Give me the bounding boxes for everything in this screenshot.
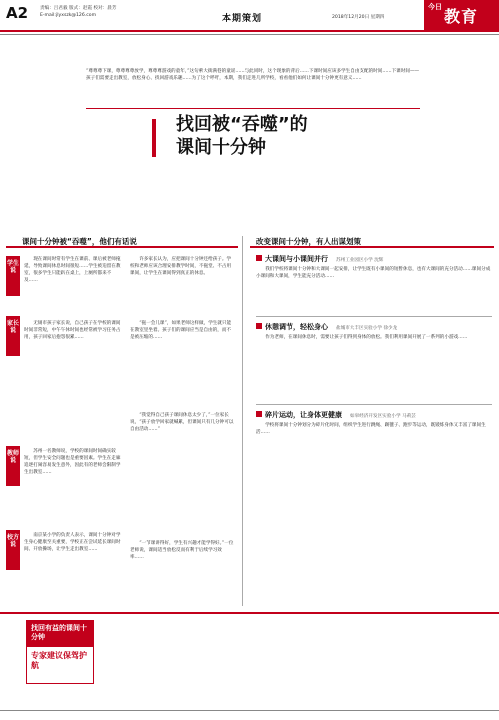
header-rule: [0, 30, 499, 32]
editor-credits: 责编：吕君毅 版式：赵霞 校对：晨芳: [40, 6, 117, 11]
header-rule-thin: [0, 34, 499, 35]
bottom-rule: [0, 612, 499, 614]
bottom-callout-subtitle: 专家建议保驾护航: [31, 651, 87, 671]
left-block-8: “一节课讲得好，学生有兴趣才能学得好。”一位老师说，课间适当放松反而有利于后续学习效率……: [130, 541, 234, 561]
bullet-icon: [256, 323, 262, 329]
headline-line-2: 课间十分钟: [176, 136, 266, 158]
brand-logo: [424, 0, 499, 30]
column-divider: [242, 236, 243, 606]
left-block-7: “我觉得自己孩子课间休息太少了，”一位家长说，“孩子放学回家就喊累，但课间只有几分钟可以自由活动……”: [130, 413, 234, 433]
left-block-2: 无锡市孩子家长说，自己孩子在学校的课间时间非常短，中午午休时间也经常被学习任务占用，孩子回家后抱怨很累……: [24, 321, 121, 341]
editor-email: E-mail:jlyxszk@126.com: [40, 13, 97, 19]
intro-rule: [86, 108, 420, 109]
left-block-6: “拖一会儿课”，如果老师这样做，学生就只能在教室里坐着。孩子们的课间应当是自由的，而不是被压缩的……: [130, 321, 232, 341]
subhead-2-title: 休憩调节，轻松身心: [265, 323, 328, 331]
bottom-callout-title: 找回有益的课间十分钟: [27, 621, 93, 647]
subhead-3-title: 碎片运动，让身体更健康: [265, 411, 342, 419]
bottom-callout: [26, 620, 94, 684]
subhead-1-author: 苏州工业园区小学 沈辉: [336, 258, 384, 263]
headline-accent: [152, 119, 156, 157]
tag-parents: 家长说: [6, 316, 20, 356]
right-divider-1: [256, 316, 492, 317]
left-block-4: 南京某小学的负责人表示，课间十分钟对学生身心健康至关重要，学校正在尝试延长课间时间、开放操场，让学生走出教室……: [24, 533, 121, 553]
brand-small-text: 今日: [428, 3, 442, 11]
intro-paragraph: “尊尊尊下课，尊尊尊尊放学，尊尊尊游戏的童年，”这句萦大街满巷的童谣……与此同时，这个现象的背后……下课时间应该多学生自由支配的时间……下课时间——孩子们需要走出教室，放松身心、找回游戏乐趣……为了这个呼吁，本期，我们走进几所学校，看看他们如何让课间十分钟更有意义……: [86, 69, 420, 82]
right-column-title: 改变课间十分钟，有人出谋划策: [256, 237, 361, 246]
page-header: [0, 0, 499, 42]
page-bottom-rule: [0, 710, 499, 711]
left-column-title: 课间十分钟被“吞噬”，他们有话说: [22, 237, 137, 246]
right-subhead-1: [256, 254, 383, 264]
right-block-2: 作为老师，在课间休息时，需要让孩子们得到身体的放松。我们利用课间开展了一系列的小游戏……: [265, 335, 468, 340]
tag-teachers: 教师说: [6, 446, 20, 486]
left-block-5: 许多家长认为，应把课间十分钟还给孩子。学校和老师应该合理安排教学时间，不拖堂、不占用课间，让学生在课间得到真正的休息。: [130, 257, 232, 277]
bullet-icon: [256, 255, 262, 261]
page-number: A2: [6, 4, 29, 22]
issue-date: 2018年12月20日 星期四: [332, 15, 385, 20]
right-subhead-2: [256, 322, 397, 332]
tag-students: 学生说: [6, 256, 20, 296]
headline: [176, 114, 316, 159]
editor-info: [40, 5, 116, 20]
right-subhead-3: [256, 410, 416, 420]
subhead-3-author: 如皋经济开发区实验小学 马莉芸: [350, 414, 416, 419]
right-title-bar: [250, 246, 494, 248]
right-block-3: 学校将课间十分钟划分为碎片化时间，组织学生进行跳绳、踢毽子、跑步等运动，既锻炼身体又丰富了课间生活……: [256, 423, 486, 436]
right-block-1: 我们学校将课间十分钟和大课间一起安排，让学生既有小课间的短暂休息，也有大课间的充分活动……课间分成小课间和大课间，学生能充分活动……: [256, 267, 491, 280]
section-title: 本期策划: [222, 14, 263, 24]
tag-school: 校方说: [6, 530, 20, 570]
subhead-2-author: 盐城市大丰区实验小学 徐少龙: [336, 326, 398, 331]
brand-title: 教育: [444, 7, 479, 26]
subhead-1-title: 大课间与小课间并行: [265, 255, 328, 263]
bullet-icon: [256, 411, 262, 417]
left-title-bar: [6, 246, 238, 248]
headline-line-1: 找回被“吞噬”的: [176, 114, 308, 135]
left-block-3: 苏州一名教师说，学校的课间时间确实较短，但学生安全问题也是重要因素。学生在走廊追逐打闹容易发生意外，因此有的老师会限制学生出教室……: [24, 449, 121, 476]
left-block-1: 现在课间时常有学生在课前、课后被老师拖延，导致课间休息时间很短……学生被迫留在教室，很多学生只能趴在桌上，上厕所都来不及……: [24, 257, 121, 284]
right-divider-2: [256, 404, 492, 405]
